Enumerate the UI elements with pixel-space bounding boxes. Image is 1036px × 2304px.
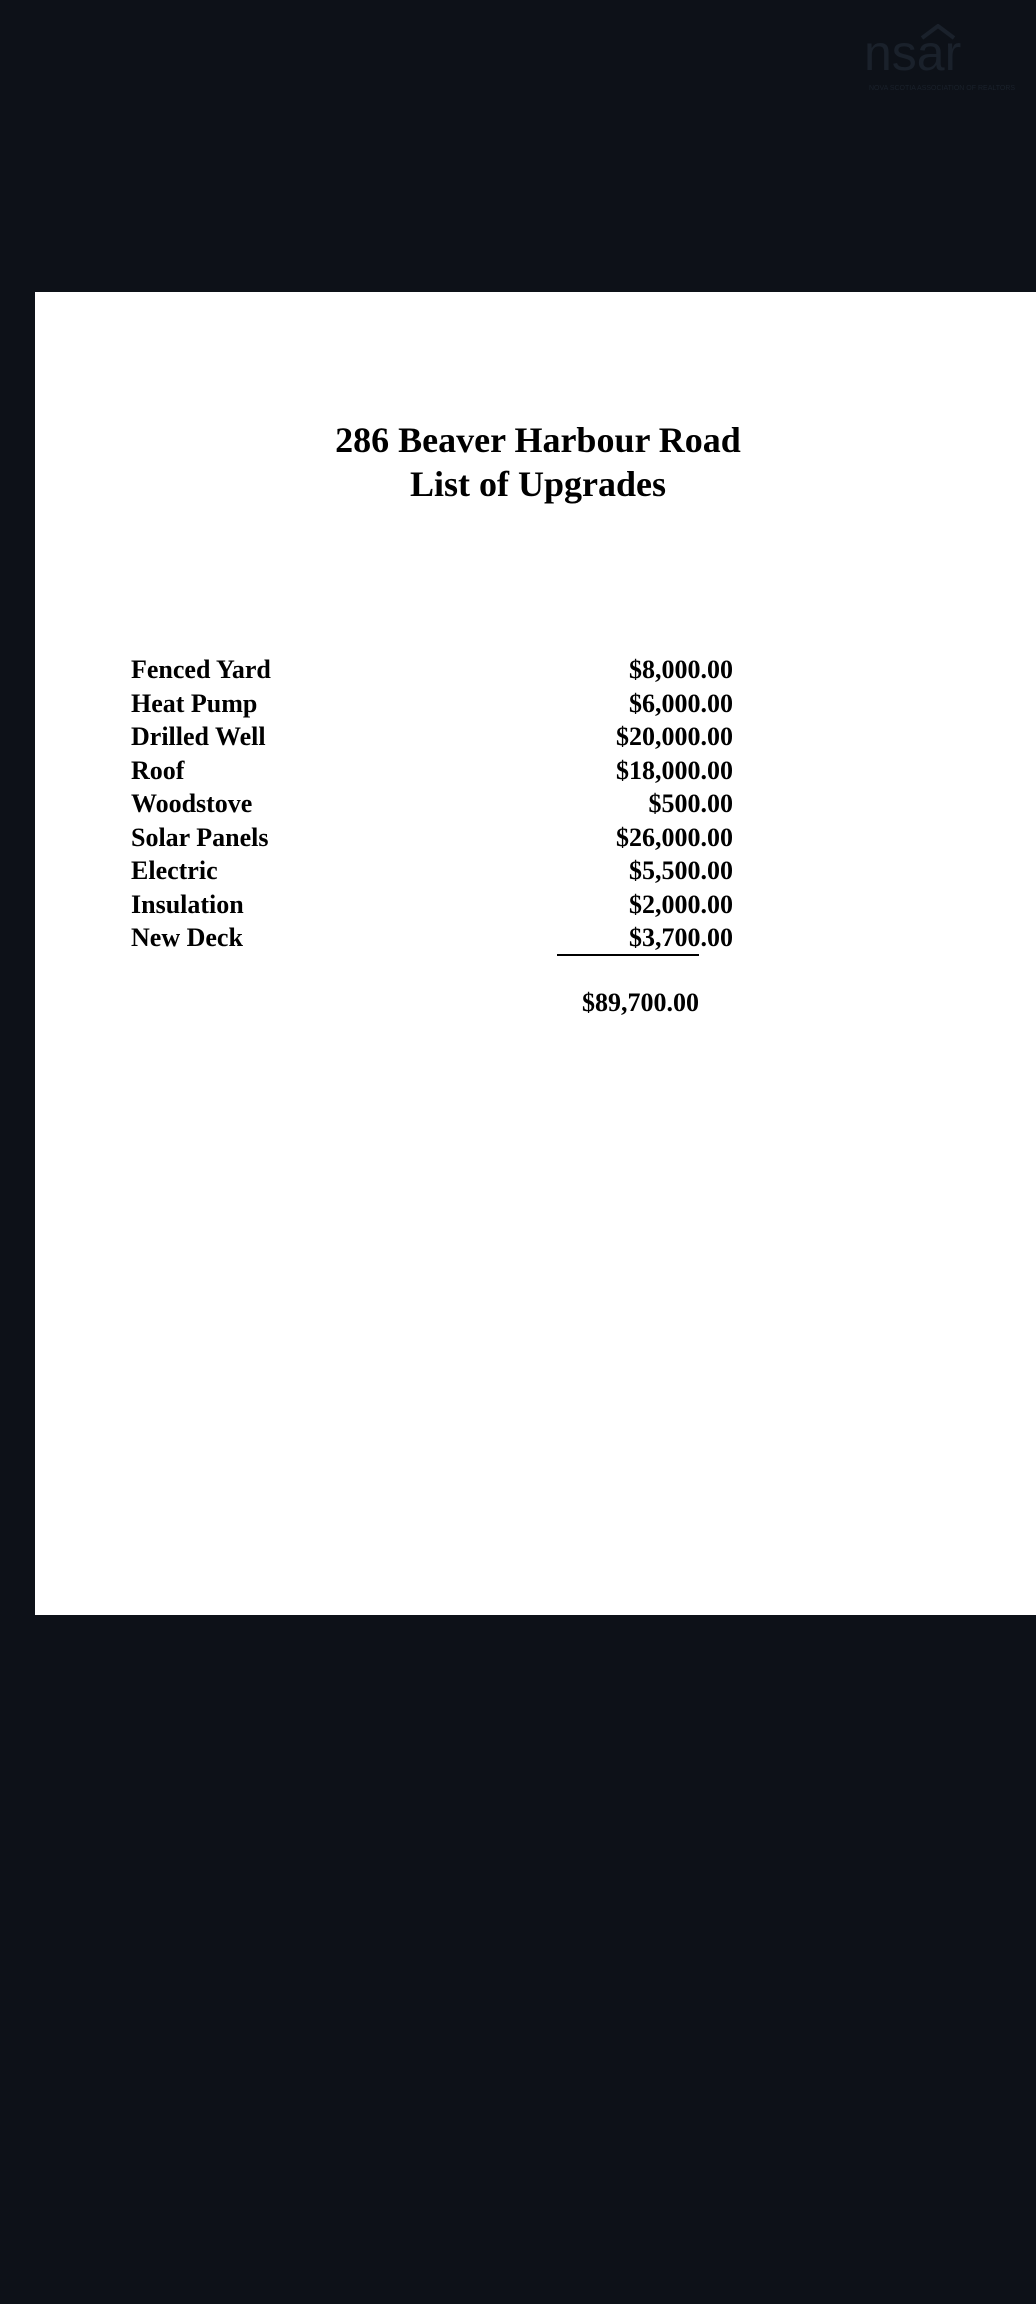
- item-amount: $5,500.00: [629, 856, 733, 885]
- list-item: [131, 787, 733, 821]
- item-label: Solar Panels: [131, 822, 269, 852]
- list-item: [131, 720, 733, 754]
- list-item: [131, 821, 733, 855]
- list-item: [131, 687, 733, 721]
- item-amount: $3,700.00: [629, 923, 733, 952]
- item-label: Woodstove: [131, 789, 253, 818]
- item-label: Heat Pump: [131, 688, 258, 718]
- nsar-logo-caption: [862, 78, 1022, 96]
- item-label: Electric: [131, 856, 218, 885]
- item-amount: $8,000.00: [629, 655, 733, 684]
- item-amount: $500.00: [648, 789, 733, 818]
- item-label: Fenced Yard: [131, 655, 271, 684]
- nsar-logo-text: nsar: [864, 25, 962, 80]
- list-item: [131, 754, 733, 788]
- item-amount: $20,000.00: [616, 722, 733, 751]
- item-label: Roof: [131, 755, 185, 785]
- upgrades-list: [131, 653, 733, 955]
- list-item: [131, 888, 733, 922]
- list-item: [131, 921, 733, 955]
- item-label: Drilled Well: [131, 722, 266, 751]
- item-label: Insulation: [131, 889, 244, 919]
- list-item: [131, 854, 733, 888]
- item-label: New Deck: [131, 923, 243, 952]
- document-page: [35, 292, 1036, 1615]
- item-amount: $26,000.00: [616, 822, 733, 852]
- item-amount: $6,000.00: [629, 688, 733, 718]
- total-amount: $89,700.00: [582, 988, 699, 1017]
- nsar-watermark-logo: [862, 24, 1022, 104]
- svg-text:NOVA SCOTIA ASSOCIATION OF REA: NOVA SCOTIA ASSOCIATION OF REALTORS: [868, 85, 1016, 92]
- subtotal-divider: [557, 954, 699, 956]
- item-amount: $18,000.00: [616, 755, 733, 785]
- item-amount: $2,000.00: [629, 889, 733, 919]
- list-item: [131, 653, 733, 687]
- nsar-logo-graphic: [862, 24, 1022, 80]
- document-title: 286 Beaver Harbour Road: [335, 420, 741, 460]
- document-subtitle: List of Upgrades: [409, 464, 666, 504]
